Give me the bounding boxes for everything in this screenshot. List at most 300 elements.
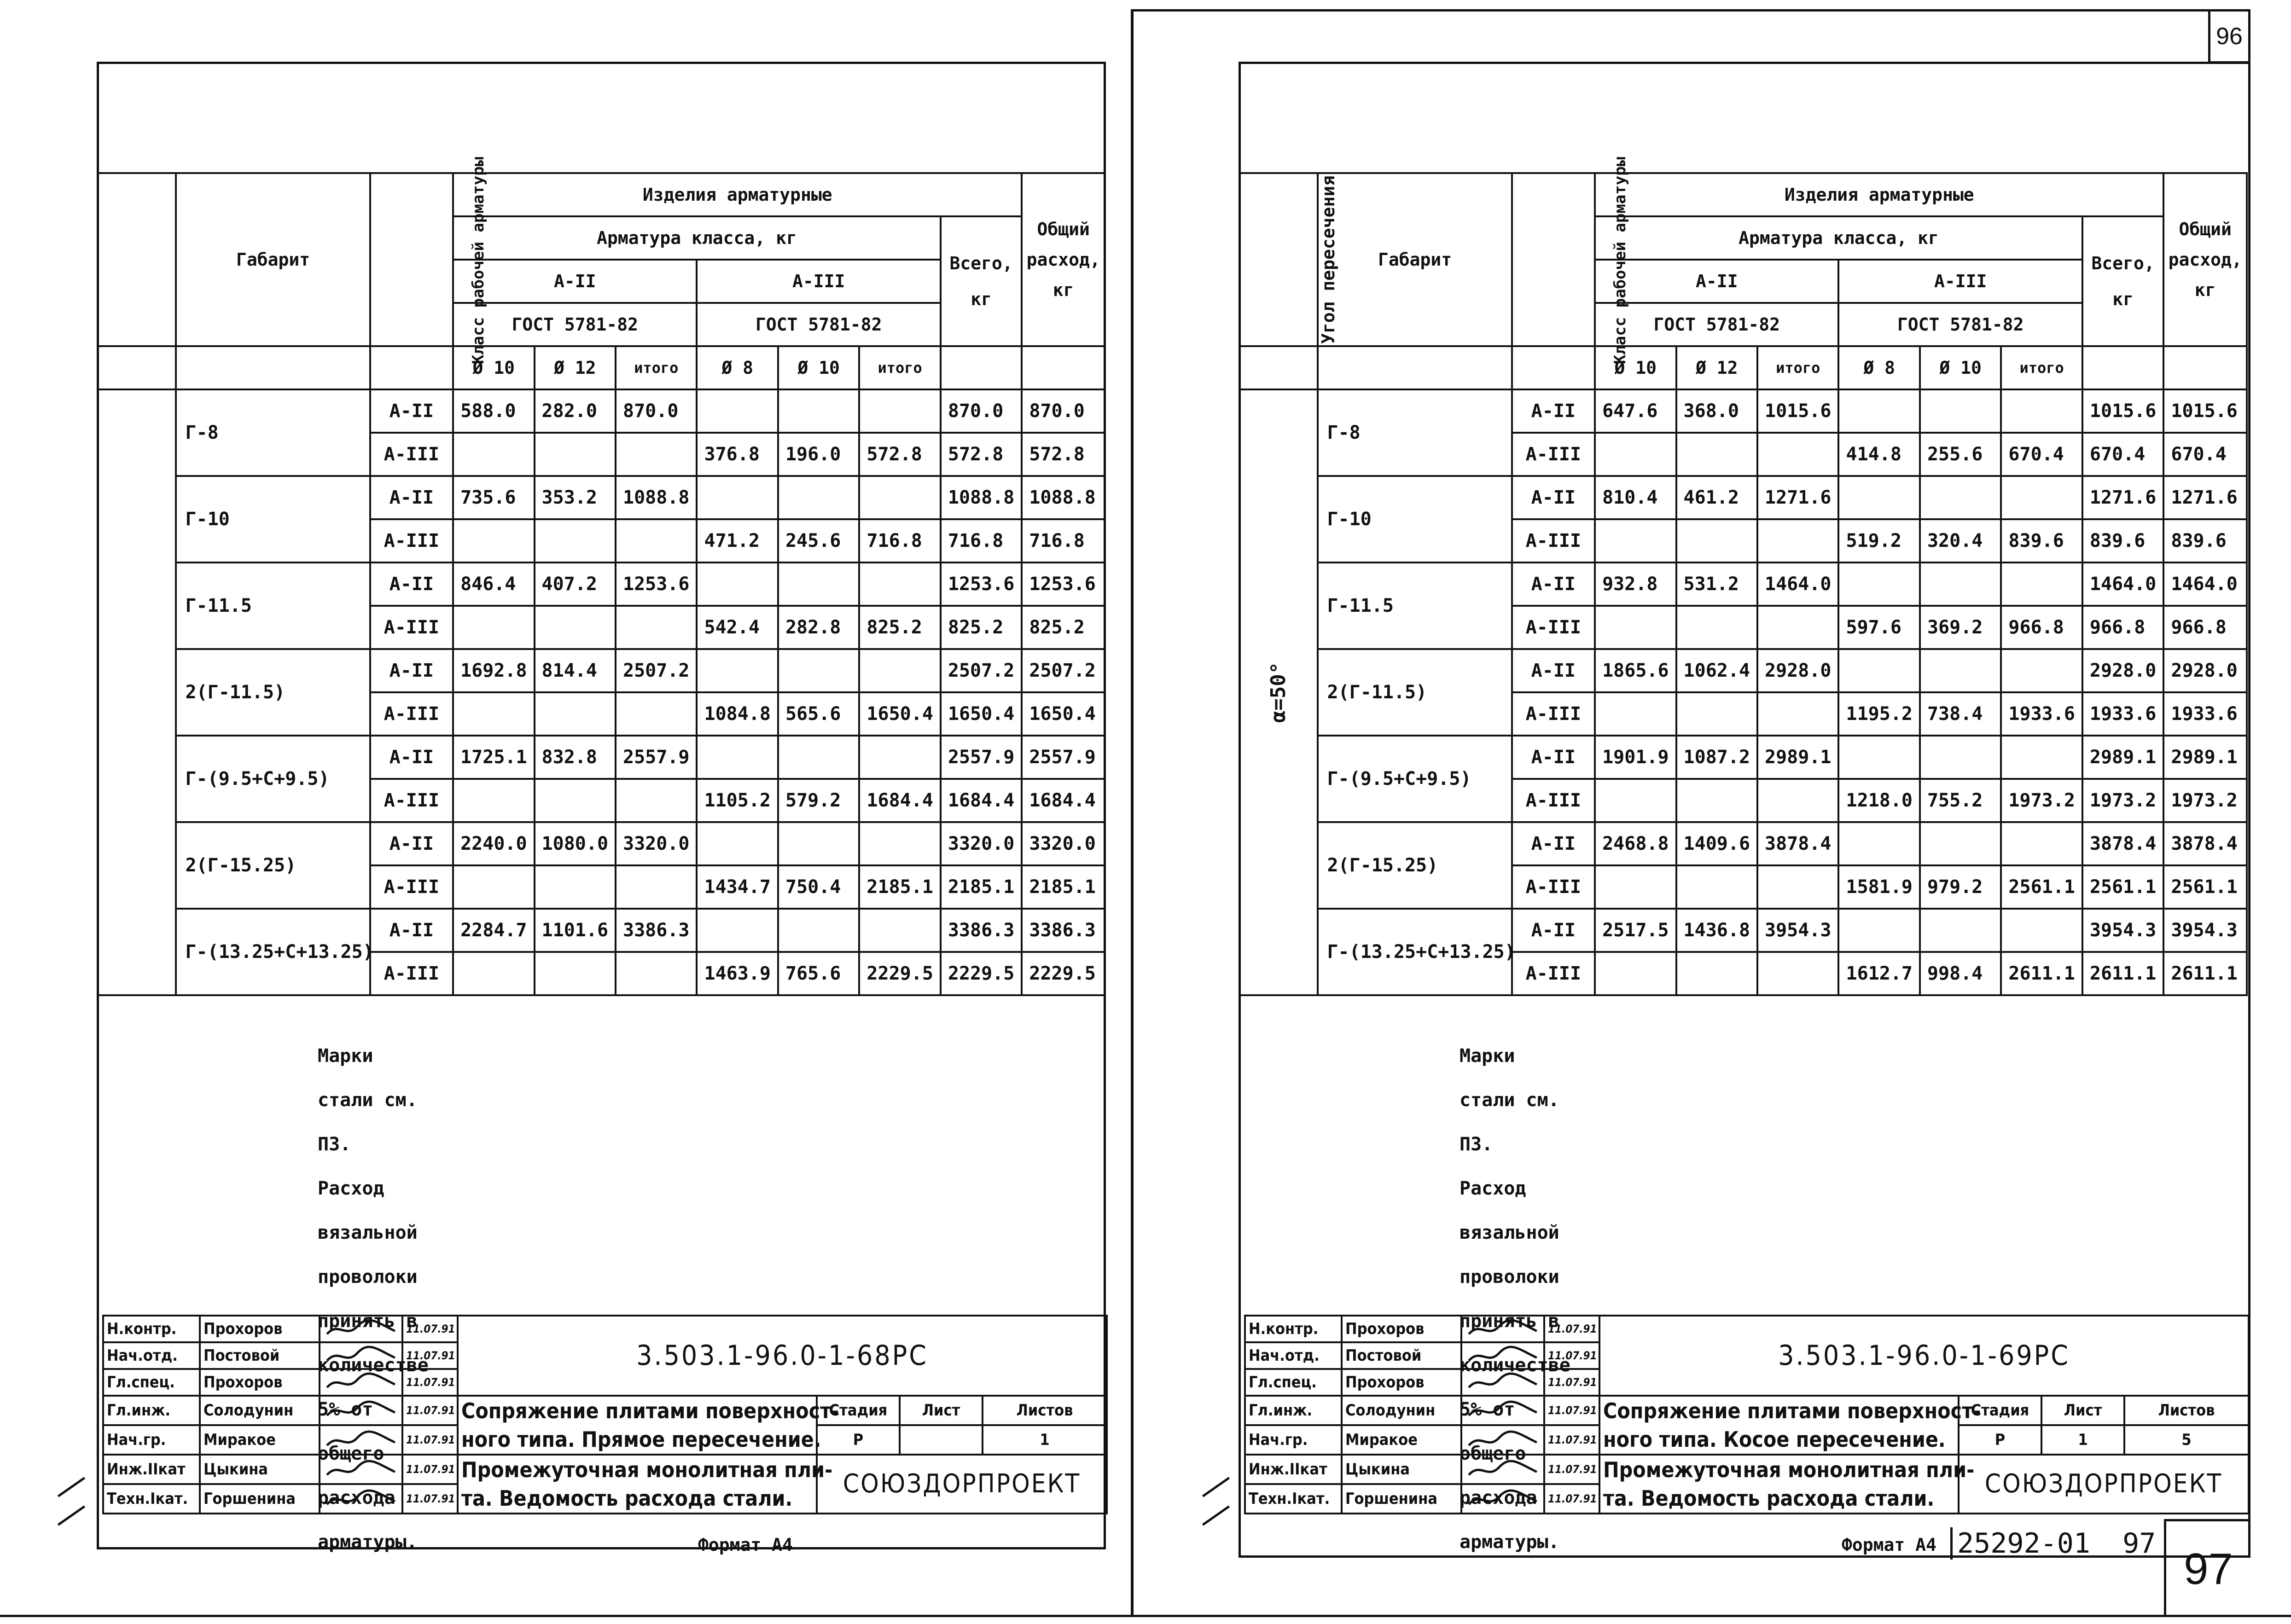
title-block bbox=[102, 1315, 1108, 1514]
stamp-name: Цыкина bbox=[1342, 1455, 1461, 1484]
stamp-name: Горшенина bbox=[1342, 1484, 1461, 1514]
cell-it2 bbox=[2001, 909, 2082, 952]
cell-vsego: 2507.2 bbox=[941, 649, 1022, 692]
cell-d10b bbox=[1920, 563, 2001, 606]
title-block bbox=[1244, 1315, 2250, 1514]
cell-d8: 414.8 bbox=[1838, 433, 1919, 476]
cell-d12: 353.2 bbox=[535, 476, 616, 519]
gabarit-cell: Г-11.5 bbox=[1318, 563, 1512, 649]
cell-vsego: 2185.1 bbox=[941, 865, 1022, 909]
desc-line: та. Ведомость расхода стали. bbox=[1603, 1486, 1935, 1511]
desc-line: Сопряжение плитами поверхност- bbox=[1603, 1398, 1981, 1423]
angle-cell bbox=[98, 389, 176, 995]
cell-cls: А-III bbox=[370, 519, 453, 563]
cell-it2: 1684.4 bbox=[859, 779, 940, 822]
cell-cls: А-III bbox=[370, 779, 453, 822]
cell-d8 bbox=[697, 476, 778, 519]
gost-a3-header: ГОСТ 5781-82 bbox=[1838, 303, 2082, 346]
cell-d10b: 565.6 bbox=[778, 692, 859, 736]
products-header: Изделия арматурные bbox=[453, 173, 1022, 216]
cell-d8: 1218.0 bbox=[1838, 779, 1919, 822]
cell-it2: 716.8 bbox=[859, 519, 940, 563]
signature-image bbox=[1461, 1316, 1544, 1342]
signature-image bbox=[1461, 1455, 1544, 1484]
cell-total: 1015.6 bbox=[2163, 389, 2247, 433]
table-row bbox=[98, 476, 1105, 519]
cell-total: 2561.1 bbox=[2163, 865, 2247, 909]
stamp-date: 11.07.91 bbox=[1544, 1484, 1599, 1514]
sheets-value: 5 bbox=[2124, 1425, 2249, 1455]
cell-it1 bbox=[616, 606, 697, 649]
cell-d10 bbox=[1595, 692, 1676, 736]
cell-d8: 471.2 bbox=[697, 519, 778, 563]
stamp-role: Нач.отд. bbox=[1245, 1342, 1342, 1369]
cell-vsego: 1464.0 bbox=[2082, 563, 2163, 606]
cell-it2 bbox=[859, 649, 940, 692]
cell-d10b bbox=[778, 736, 859, 779]
cell-d10b bbox=[1920, 389, 2001, 433]
gabarit-cell: Г-(13.25+С+13.25) bbox=[176, 909, 370, 995]
itogo2-header: итого bbox=[859, 346, 940, 389]
stamp-role: Инж.IIкат bbox=[103, 1455, 200, 1484]
table-row bbox=[1239, 476, 2247, 519]
cell-d12: 282.0 bbox=[535, 389, 616, 433]
signature-image bbox=[320, 1455, 402, 1484]
stamp-role: Техн.Iкат. bbox=[103, 1484, 200, 1514]
page-bottom-rule bbox=[0, 1615, 2291, 1617]
gabarit-cell: Г-(9.5+С+9.5) bbox=[176, 736, 370, 822]
archive-number-text: 25292-01 bbox=[1957, 1527, 2090, 1560]
cell-d12 bbox=[535, 952, 616, 995]
stamp-description-top bbox=[458, 1396, 839, 1455]
vsego-header-line2: кг bbox=[2112, 289, 2134, 309]
cell-d12: 461.2 bbox=[1676, 476, 1757, 519]
cell-d8 bbox=[697, 563, 778, 606]
cell-d8 bbox=[697, 389, 778, 433]
cell-it1 bbox=[616, 952, 697, 995]
stamp-name: Прохоров bbox=[1342, 1369, 1461, 1396]
stamp-name: Прохоров bbox=[200, 1369, 320, 1396]
cell-cls: А-III bbox=[1512, 433, 1595, 476]
cell-d8: 597.6 bbox=[1838, 606, 1919, 649]
cell-d10 bbox=[1595, 519, 1676, 563]
cell-d12 bbox=[535, 519, 616, 563]
cell-d10b: 755.2 bbox=[1920, 779, 2001, 822]
gabarit-cell: Г-10 bbox=[176, 476, 370, 563]
cell-total: 839.6 bbox=[2163, 519, 2247, 563]
cell-it2: 839.6 bbox=[2001, 519, 2082, 563]
table-row bbox=[98, 563, 1105, 606]
table-row bbox=[1239, 649, 2247, 692]
vsego-header bbox=[941, 216, 1022, 346]
document-code: 3.503.1-96.0-1-69РС bbox=[1599, 1316, 2249, 1396]
cell-cls: А-III bbox=[1512, 779, 1595, 822]
gost-a2-header: ГОСТ 5781-82 bbox=[1595, 303, 1838, 346]
stamp-role: Инж.IIкат bbox=[1245, 1455, 1342, 1484]
a3-header-label: А-III bbox=[792, 271, 845, 291]
stamp-name: Миракое bbox=[1342, 1425, 1461, 1455]
total-header-line3: кг bbox=[1052, 280, 1074, 300]
stamp-date: 11.07.91 bbox=[402, 1342, 458, 1369]
spacer-cell bbox=[2082, 346, 2163, 389]
spacer-cell bbox=[98, 346, 176, 389]
sheet-label: Лист bbox=[900, 1396, 983, 1425]
cell-vsego: 2561.1 bbox=[2082, 865, 2163, 909]
itogo2-header: итого bbox=[2001, 346, 2082, 389]
desc-line: Промежуточная монолитная пли- bbox=[1603, 1457, 1975, 1483]
cell-it1: 2557.9 bbox=[616, 736, 697, 779]
cell-it1 bbox=[1757, 779, 1838, 822]
a2-header bbox=[1595, 260, 1838, 303]
cell-d10b bbox=[1920, 476, 2001, 519]
desc-line: ного типа. Косое пересечение. bbox=[1603, 1427, 1946, 1452]
total-header-line2: расход, bbox=[2168, 249, 2242, 270]
archive-number bbox=[1950, 1527, 2156, 1560]
cell-d12 bbox=[1676, 519, 1757, 563]
organization-name: СОЮЗДОРПРОЕКТ bbox=[817, 1455, 1107, 1514]
table-row bbox=[1239, 736, 2247, 779]
cell-cls: А-II bbox=[370, 649, 453, 692]
cell-it2 bbox=[859, 563, 940, 606]
cell-d12: 832.8 bbox=[535, 736, 616, 779]
cell-cls: А-II bbox=[1512, 563, 1595, 606]
stamp-role: Гл.инж. bbox=[103, 1396, 200, 1425]
cell-d8 bbox=[1838, 649, 1919, 692]
gabarit-cell: Г-(9.5+С+9.5) bbox=[1318, 736, 1512, 822]
cell-it1: 3320.0 bbox=[616, 822, 697, 865]
a3-header bbox=[1838, 260, 2082, 303]
cell-d10b: 979.2 bbox=[1920, 865, 2001, 909]
gabarit-cell: 2(Г-15.25) bbox=[1318, 822, 1512, 909]
cell-cls: А-III bbox=[370, 692, 453, 736]
stage-value: Р bbox=[1959, 1425, 2041, 1455]
right-top-rule bbox=[1134, 9, 2250, 12]
cell-d10b bbox=[778, 563, 859, 606]
cell-d8: 1084.8 bbox=[697, 692, 778, 736]
organization-name: СОЮЗДОРПРОЕКТ bbox=[1959, 1455, 2249, 1514]
document-code: 3.503.1-96.0-1-68РС bbox=[458, 1316, 1107, 1396]
total-header bbox=[1022, 173, 1105, 346]
signature-image bbox=[1461, 1369, 1544, 1396]
stamp-name: Солодунин bbox=[1342, 1396, 1461, 1425]
cell-it1 bbox=[1757, 952, 1838, 995]
cell-cls: А-III bbox=[1512, 952, 1595, 995]
cell-total: 1271.6 bbox=[2163, 476, 2247, 519]
stamp-date: 11.07.91 bbox=[402, 1316, 458, 1342]
table-row bbox=[98, 822, 1105, 865]
cell-it2: 1933.6 bbox=[2001, 692, 2082, 736]
cell-total: 2229.5 bbox=[1022, 952, 1105, 995]
cell-d12 bbox=[535, 433, 616, 476]
d10b-header: Ø 10 bbox=[1920, 346, 2001, 389]
cell-d12: 1409.6 bbox=[1676, 822, 1757, 865]
stamp-role: Н.контр. bbox=[103, 1316, 200, 1342]
cell-d10b bbox=[778, 389, 859, 433]
cell-d10b: 369.2 bbox=[1920, 606, 2001, 649]
cell-cls: А-III bbox=[370, 952, 453, 995]
cell-d10: 2468.8 bbox=[1595, 822, 1676, 865]
cell-d8 bbox=[1838, 389, 1919, 433]
cell-d10b: 579.2 bbox=[778, 779, 859, 822]
table-row bbox=[98, 389, 1105, 433]
table-row bbox=[98, 736, 1105, 779]
cell-d12: 1062.4 bbox=[1676, 649, 1757, 692]
stamp-name: Прохоров bbox=[200, 1316, 320, 1342]
cell-total: 2507.2 bbox=[1022, 649, 1105, 692]
desc-line: Сопряжение плитами поверхност- bbox=[461, 1398, 839, 1423]
cell-vsego: 716.8 bbox=[941, 519, 1022, 563]
cell-vsego: 839.6 bbox=[2082, 519, 2163, 563]
cell-vsego: 2928.0 bbox=[2082, 649, 2163, 692]
cell-d12 bbox=[1676, 606, 1757, 649]
cell-it1: 1253.6 bbox=[616, 563, 697, 606]
cell-cls: А-III bbox=[370, 606, 453, 649]
top-page-number bbox=[2208, 9, 2250, 64]
cell-vsego: 3878.4 bbox=[2082, 822, 2163, 865]
stamp-description-bottom bbox=[1599, 1455, 1975, 1514]
cell-d12 bbox=[535, 606, 616, 649]
cell-d8 bbox=[1838, 736, 1919, 779]
cell-d12 bbox=[1676, 865, 1757, 909]
cell-d8 bbox=[697, 822, 778, 865]
cell-d10: 932.8 bbox=[1595, 563, 1676, 606]
cell-it2 bbox=[859, 476, 940, 519]
cell-it2: 1973.2 bbox=[2001, 779, 2082, 822]
sheet-value bbox=[900, 1425, 983, 1455]
cell-d8: 376.8 bbox=[697, 433, 778, 476]
stamp-name: Постовой bbox=[1342, 1342, 1461, 1369]
cell-total: 1973.2 bbox=[2163, 779, 2247, 822]
stamp-role: Гл.инж. bbox=[1245, 1396, 1342, 1425]
cell-d10: 588.0 bbox=[453, 389, 534, 433]
gost-a3-header: ГОСТ 5781-82 bbox=[697, 303, 940, 346]
gabarit-cell: Г-10 bbox=[1318, 476, 1512, 563]
angle-header bbox=[98, 173, 176, 346]
cell-cls: А-II bbox=[370, 909, 453, 952]
signature-image bbox=[320, 1425, 402, 1455]
cell-it1: 1271.6 bbox=[1757, 476, 1838, 519]
cell-d10 bbox=[1595, 606, 1676, 649]
gabarit-cell: Г-8 bbox=[176, 389, 370, 476]
cell-it2 bbox=[859, 909, 940, 952]
cell-cls: А-III bbox=[370, 433, 453, 476]
cell-total: 3386.3 bbox=[1022, 909, 1105, 952]
d8-header: Ø 8 bbox=[697, 346, 778, 389]
stage-label: Стадия bbox=[817, 1396, 900, 1425]
cell-it1: 2928.0 bbox=[1757, 649, 1838, 692]
cell-cls: А-II bbox=[370, 736, 453, 779]
cell-d10 bbox=[453, 606, 534, 649]
cell-cls: А-II bbox=[370, 476, 453, 519]
spacer-cell bbox=[176, 346, 370, 389]
note-line: Расход вязальной проволоки принять в bbox=[318, 1178, 418, 1332]
cell-it2: 2611.1 bbox=[2001, 952, 2082, 995]
sheet-divider bbox=[1131, 9, 1134, 1616]
cell-d10 bbox=[453, 779, 534, 822]
cell-d12 bbox=[535, 692, 616, 736]
cell-cls: А-III bbox=[1512, 606, 1595, 649]
stamp-date: 11.07.91 bbox=[1544, 1369, 1599, 1396]
margin-mark bbox=[1202, 1505, 1230, 1525]
cell-vsego: 2989.1 bbox=[2082, 736, 2163, 779]
angle-cell bbox=[1239, 389, 1318, 995]
cell-total: 1684.4 bbox=[1022, 779, 1105, 822]
cell-d10: 2284.7 bbox=[453, 909, 534, 952]
cell-total: 1464.0 bbox=[2163, 563, 2247, 606]
stage-value: Р bbox=[817, 1425, 900, 1455]
vsego-header-line1: Всего, bbox=[949, 253, 1013, 273]
cell-d12: 368.0 bbox=[1676, 389, 1757, 433]
cell-cls: А-II bbox=[370, 563, 453, 606]
steel-spec-table bbox=[1239, 157, 2248, 996]
d12-header: Ø 12 bbox=[535, 346, 616, 389]
cell-d8 bbox=[697, 736, 778, 779]
stage-label: Стадия bbox=[1959, 1396, 2041, 1425]
rebar-class-header: Арматура класса, кг bbox=[453, 216, 941, 260]
vsego-header-line1: Всего, bbox=[2091, 253, 2155, 273]
cell-vsego: 825.2 bbox=[941, 606, 1022, 649]
note-line: количестве 5% от общего расхода арматуры. bbox=[1459, 1355, 1570, 1553]
cell-it1 bbox=[616, 519, 697, 563]
stamp-role: Гл.спец. bbox=[103, 1369, 200, 1396]
cell-d12: 1101.6 bbox=[535, 909, 616, 952]
cell-d12 bbox=[535, 865, 616, 909]
cell-vsego: 2611.1 bbox=[2082, 952, 2163, 995]
cell-d10: 2240.0 bbox=[453, 822, 534, 865]
cell-total: 2185.1 bbox=[1022, 865, 1105, 909]
cell-total: 670.4 bbox=[2163, 433, 2247, 476]
margin-mark bbox=[58, 1505, 85, 1525]
desc-line: Промежуточная монолитная пли- bbox=[461, 1457, 833, 1483]
stamp-description-top bbox=[1599, 1396, 1981, 1455]
cell-total: 3954.3 bbox=[2163, 909, 2247, 952]
cell-total: 1088.8 bbox=[1022, 476, 1105, 519]
cell-d10b: 765.6 bbox=[778, 952, 859, 995]
cell-it1 bbox=[1757, 865, 1838, 909]
cell-d8 bbox=[1838, 822, 1919, 865]
cell-d10: 1901.9 bbox=[1595, 736, 1676, 779]
cell-d8: 1195.2 bbox=[1838, 692, 1919, 736]
d10-header: Ø 10 bbox=[1595, 346, 1676, 389]
cell-d10b bbox=[1920, 736, 2001, 779]
cell-d10: 2517.5 bbox=[1595, 909, 1676, 952]
cell-cls: А-II bbox=[1512, 389, 1595, 433]
stamp-role: Н.контр. bbox=[1245, 1316, 1342, 1342]
sheets-label: Листов bbox=[983, 1396, 1107, 1425]
total-header bbox=[2163, 173, 2247, 346]
gabarit-cell: 2(Г-15.25) bbox=[176, 822, 370, 909]
archive-page-text: 97 bbox=[2122, 1527, 2156, 1560]
cell-d10b: 998.4 bbox=[1920, 952, 2001, 995]
cell-d10b: 196.0 bbox=[778, 433, 859, 476]
cell-it2: 2561.1 bbox=[2001, 865, 2082, 909]
note-line: Марки стали см. П3. bbox=[1459, 1045, 1559, 1155]
gabarit-header: Габарит bbox=[176, 173, 370, 346]
cell-total: 2611.1 bbox=[2163, 952, 2247, 995]
a2-header-label: А-II bbox=[1696, 271, 1738, 291]
itogo-header: итого bbox=[1757, 346, 1838, 389]
spacer-cell bbox=[370, 346, 453, 389]
cell-d10b: 738.4 bbox=[1920, 692, 2001, 736]
cell-d10 bbox=[453, 433, 534, 476]
table-row bbox=[98, 649, 1105, 692]
itogo-header: итого bbox=[616, 346, 697, 389]
cell-vsego: 3954.3 bbox=[2082, 909, 2163, 952]
cell-it1: 870.0 bbox=[616, 389, 697, 433]
cell-vsego: 1271.6 bbox=[2082, 476, 2163, 519]
cell-cls: А-II bbox=[370, 822, 453, 865]
cell-d10: 647.6 bbox=[1595, 389, 1676, 433]
angle-value: α=50° bbox=[1267, 661, 1291, 723]
cell-it1 bbox=[616, 692, 697, 736]
cell-d10: 1692.8 bbox=[453, 649, 534, 692]
desc-line: та. Ведомость расхода стали. bbox=[461, 1486, 793, 1511]
signature-image bbox=[1461, 1484, 1544, 1514]
cell-d10 bbox=[1595, 433, 1676, 476]
cell-d12: 531.2 bbox=[1676, 563, 1757, 606]
cell-d8 bbox=[697, 909, 778, 952]
d12-header: Ø 12 bbox=[1676, 346, 1757, 389]
cell-d10b: 750.4 bbox=[778, 865, 859, 909]
cell-d10b bbox=[1920, 822, 2001, 865]
stamp-name: Миракое bbox=[200, 1425, 320, 1455]
angle-header-text: Угол пересечения bbox=[1318, 175, 1339, 344]
cell-cls: А-II bbox=[1512, 736, 1595, 779]
stamp-name: Прохоров bbox=[1342, 1316, 1461, 1342]
cell-d10b bbox=[778, 476, 859, 519]
class-header bbox=[1512, 157, 1629, 365]
class-header-text: Класс рабочей арматуры bbox=[1611, 157, 1629, 365]
cell-it1 bbox=[1757, 519, 1838, 563]
spacer-cell bbox=[1318, 346, 1512, 389]
steel-spec-table bbox=[97, 157, 1106, 996]
rebar-class-header: Арматура класса, кг bbox=[1595, 216, 2082, 260]
cell-d12 bbox=[1676, 952, 1757, 995]
cell-vsego: 572.8 bbox=[941, 433, 1022, 476]
cell-d8: 1434.7 bbox=[697, 865, 778, 909]
cell-d10 bbox=[1595, 779, 1676, 822]
cell-d10 bbox=[1595, 952, 1676, 995]
signature-image bbox=[320, 1396, 402, 1425]
top-page-number-text: 96 bbox=[2216, 23, 2243, 50]
cell-vsego: 670.4 bbox=[2082, 433, 2163, 476]
stamp-role: Нач.гр. bbox=[103, 1425, 200, 1455]
cell-vsego: 3386.3 bbox=[941, 909, 1022, 952]
cell-it2 bbox=[2001, 822, 2082, 865]
a3-header bbox=[697, 260, 940, 303]
cell-it2 bbox=[2001, 389, 2082, 433]
margin-mark bbox=[1202, 1477, 1230, 1497]
total-header-line3: кг bbox=[2194, 280, 2216, 300]
stamp-date: 11.07.91 bbox=[1544, 1425, 1599, 1455]
signature-image bbox=[1461, 1342, 1544, 1369]
cell-total: 716.8 bbox=[1022, 519, 1105, 563]
cell-it2: 966.8 bbox=[2001, 606, 2082, 649]
spacer-cell bbox=[1239, 346, 1318, 389]
cell-d10b: 245.6 bbox=[778, 519, 859, 563]
vsego-header bbox=[2082, 216, 2163, 346]
cell-it2: 572.8 bbox=[859, 433, 940, 476]
stamp-role: Гл.спец. bbox=[1245, 1369, 1342, 1396]
cell-d8: 1463.9 bbox=[697, 952, 778, 995]
class-header-text: Класс рабочей арматуры bbox=[469, 157, 488, 365]
format-label-right: Формат А4 bbox=[1842, 1535, 1936, 1555]
stamp-role: Нач.гр. bbox=[1245, 1425, 1342, 1455]
cell-total: 1933.6 bbox=[2163, 692, 2247, 736]
cell-it1 bbox=[616, 865, 697, 909]
stamp-date: 11.07.91 bbox=[1544, 1342, 1599, 1369]
cell-d10b bbox=[778, 649, 859, 692]
